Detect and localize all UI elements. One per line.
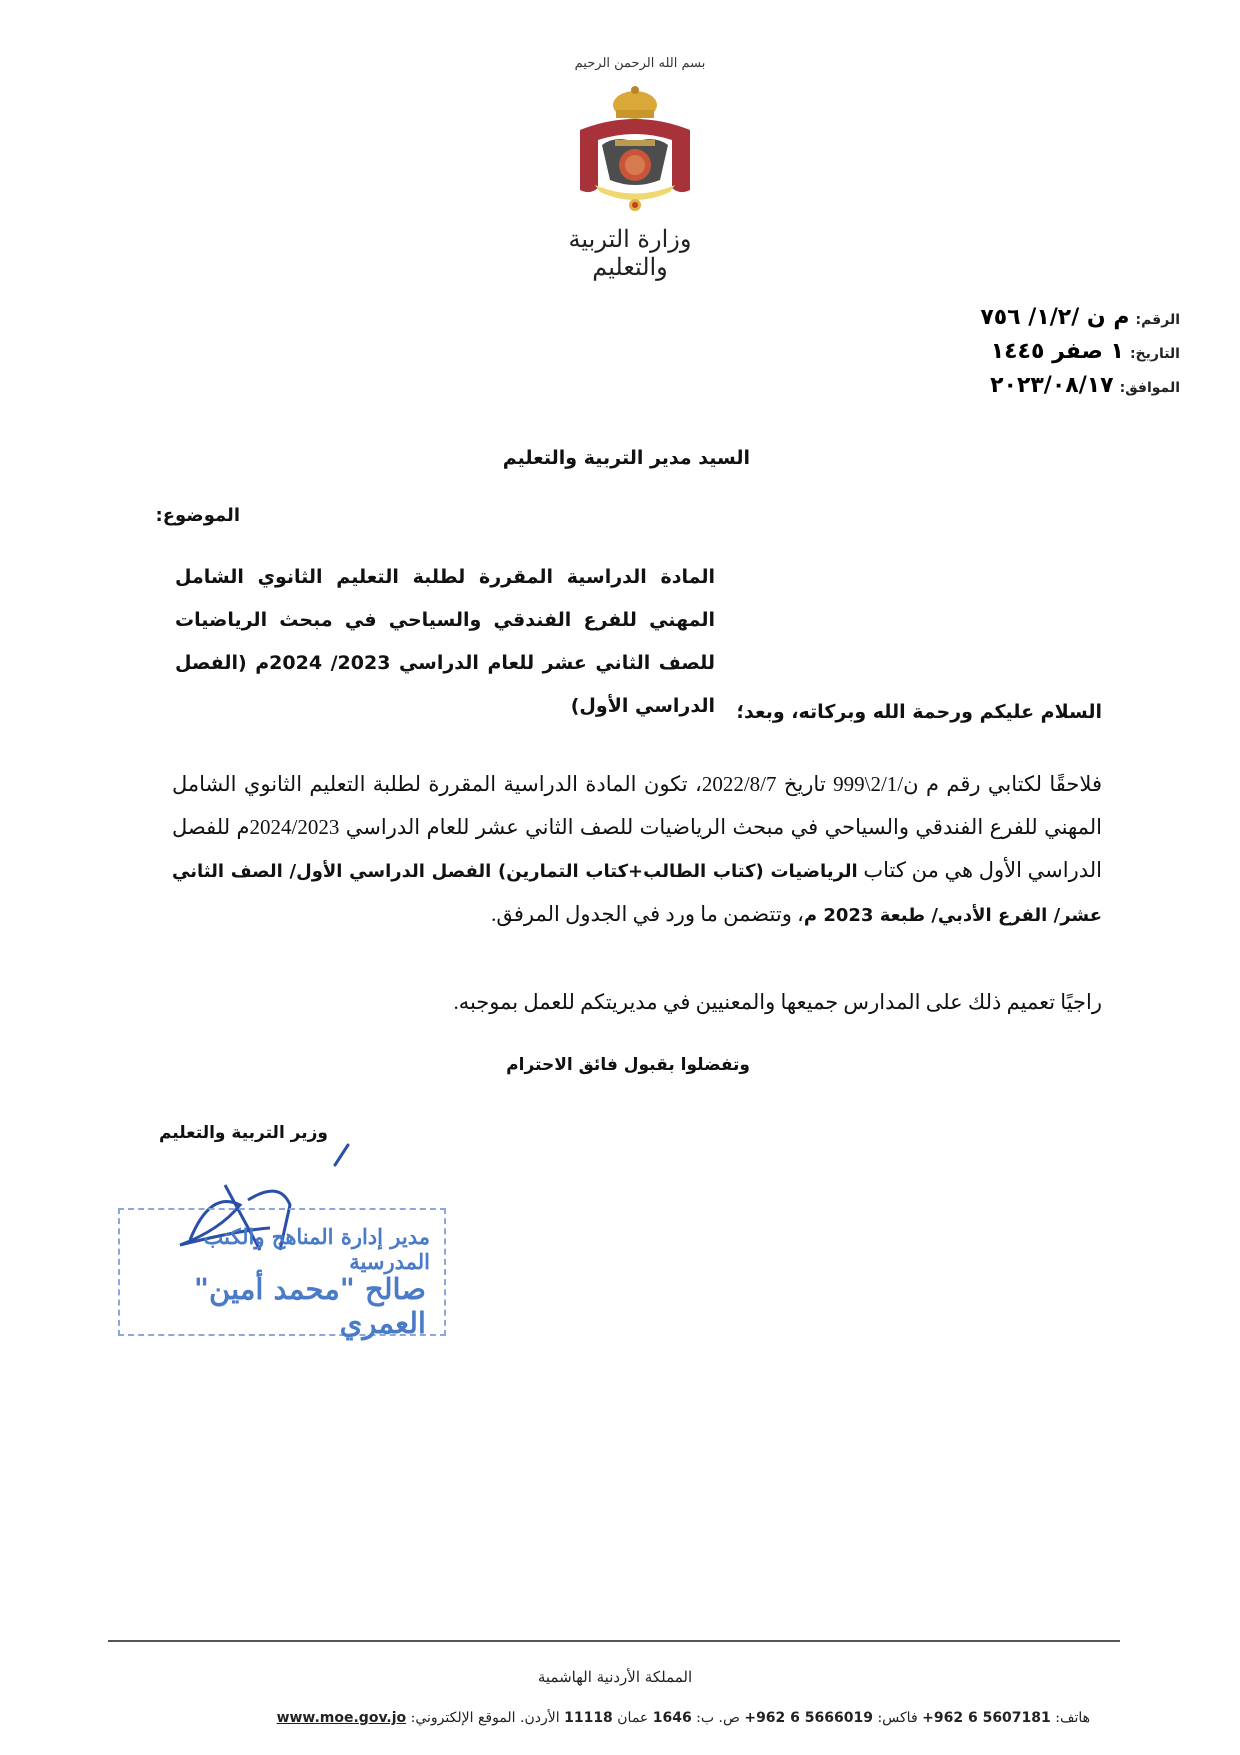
basmala: بسم الله الرحمن الرحيم	[574, 56, 706, 71]
stamp-name: صالح "محمد أمين" العمري	[193, 1272, 426, 1340]
closing-phrase: وتفضلوا بقبول فائق الاحترام	[506, 1055, 750, 1075]
body-text-part2: ، وتتضمن ما ورد في الجدول المرفق.	[491, 902, 804, 926]
fax-number: 5666019 6 962+	[744, 1710, 873, 1726]
website-link[interactable]: www.moe.gov.jo	[276, 1710, 407, 1726]
reference-number-value: م ن /١/٢/ ٧٥٦	[980, 305, 1130, 330]
reference-number-row	[980, 305, 1180, 330]
date-row	[991, 339, 1180, 364]
corresponding-date-value: ٢٠٢٣/٠٨/١٧	[990, 373, 1114, 398]
corresponding-date-label: الموافق:	[1119, 380, 1180, 396]
stamp-title: مدير إدارة المناهج والكتب المدرسية	[203, 1224, 430, 1274]
body-text-part1: فلاحقًا لكتابي رقم م ن/2/1\999 تاريخ 2022/8/7، تكون المادة الدراسية المقررة لطلبة التعليم الثانوي الشامل المهني للفرع الفندقي والسياحي في مبحث الرياضيات للصف الثاني عشر للعام الدراسي 2024/2023م للفصل الدراسي الأول هي من كتاب	[172, 772, 1103, 882]
fax-label: فاكس:	[877, 1710, 918, 1726]
addressee: السيد مدير التربية والتعليم	[502, 447, 750, 469]
subject-text: المادة الدراسية المقررة لطلبة التعليم الثانوي الشامل المهني للفرع الفندقي والسياحي في مبحث الرياضيات للصف الثاني عشر للعام الدراسي 2023/ 2024م (الفصل الدراسي الأول)	[175, 566, 716, 717]
circulate-request: راجيًا تعميم ذلك على المدارس جميعها والمعنيين في مديريتكم للعمل بموجبه.	[453, 990, 1102, 1014]
body-text-bold: الرياضيات (كتاب الطالب+كتاب التمارين) الفصل الدراسي الأول/ الصف الثاني عشر/ الفرع الأدبي/ طبعة 2023 م	[172, 861, 1102, 926]
footer-contact	[160, 1710, 1090, 1726]
greeting: السلام عليكم ورحمة الله وبركاته، وبعد؛	[736, 701, 1102, 723]
footer-divider	[108, 1640, 1120, 1642]
official-stamp	[118, 1208, 446, 1340]
phone-label: هاتف:	[1055, 1710, 1090, 1726]
subject-label: الموضوع:	[155, 505, 240, 526]
website-label: الموقع الإلكتروني:	[410, 1710, 516, 1726]
city: عمان	[617, 1710, 649, 1726]
corresponding-date-row	[990, 373, 1180, 398]
phone-number: 5607181 6 962+	[922, 1710, 1051, 1726]
ministry-name: وزارة التربية والتعليم	[568, 225, 692, 281]
date-label: التاريخ:	[1129, 346, 1180, 362]
pobox-number: 1646	[652, 1710, 692, 1726]
body-paragraph	[172, 763, 1102, 937]
footer-kingdom: المملكة الأردنية الهاشمية	[537, 1668, 693, 1686]
pobox-label: ص. ب:	[696, 1710, 740, 1726]
coat-of-arms-icon	[560, 80, 710, 220]
date-value: ١ صفر ١٤٤٥	[990, 339, 1124, 364]
signer-title: وزير التربية والتعليم	[158, 1123, 328, 1143]
postal-code: 11118	[564, 1710, 613, 1726]
reference-number-label: الرقم:	[1135, 312, 1180, 328]
country: الأردن.	[520, 1710, 560, 1726]
